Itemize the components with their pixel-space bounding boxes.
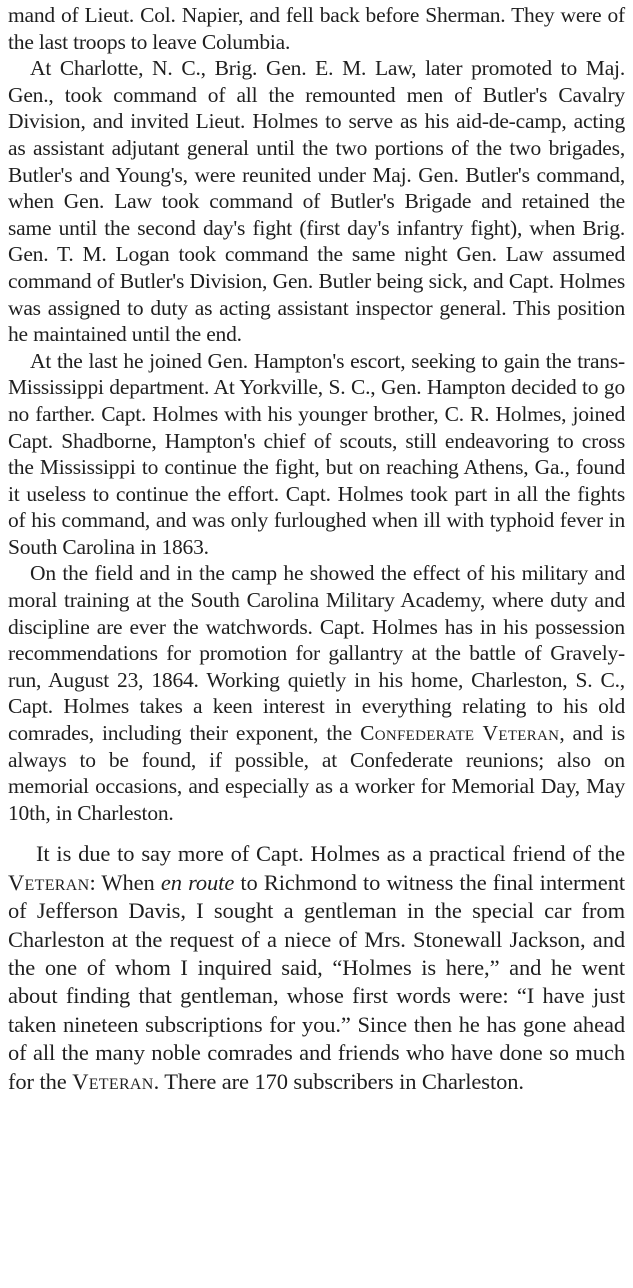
paragraph-editor-note [8, 840, 625, 1096]
text-column [8, 2, 625, 1096]
paragraph-text: , and is always to be found, if possible, at Confederate reunions; also on memorial occasions, and especially as a worker for Memorial Day, May 10th, in Charleston. [8, 721, 625, 825]
publication-name: Veteran [8, 869, 90, 895]
paragraph-military-training [8, 560, 625, 826]
paragraph-continuation [8, 2, 625, 55]
paragraph-text: : When [89, 869, 161, 895]
italic-phrase: en route [160, 869, 235, 895]
paragraph-text: to Richmond to witness the final interment of Jefferson Davis, I sought a gentleman in the special car from Charleston at the request of a niece of Mrs. Stonewall Jackson, and the one of whom I inquired said, “Holmes is here,” and he went about finding that gentleman, whose first words were: “I have just taken nineteen subscriptions for you.” Since then he has gone ahead of all the many noble comrades and friends who have done so much for the [8, 869, 625, 1094]
paragraph-text: It is due to say more of Capt. Holmes as a practical friend of the [36, 841, 625, 867]
paragraph-text: . There are 170 subscribers in Charleston. [153, 1068, 524, 1094]
paragraph-text: At Charlotte, N. C., Brig. Gen. E. M. Law, later promoted to Maj. Gen., took command of all the remounted men of Butler's Cavalry Division, and invited Lieut. Holmes to serve as his aid-de-camp, acting as assistant adjutant general until the two portions of the two brigades, Butler's and Young's, were reunited under Maj. Gen. Butler's command, when Gen. Law took command of Butler's Brigade and retained the same until the second day's fight (first day's infantry fight), when Brig. Gen. T. M. Logan took command the same night Gen. Law assumed command of Butler's Division, Gen. Butler being sick, and Capt. Holmes was assigned to duty as acting assistant inspector general. This position he maintained until the end. [8, 56, 625, 347]
paragraph-charlotte [8, 55, 625, 348]
publication-name: Confederate Veteran [360, 721, 560, 746]
paragraph-text: On the field and in the camp he showed the effect of his military and moral training at the South Carolina Military Academy, where duty and discipline are ever the watchwords. Capt. Holmes has in his possession recommendations for promotion for gallantry at the battle of Gravely-run, August 23, 1864. Working quietly in his home, Charleston, S. C., Capt. Holmes takes a keen interest in everything relating to his old comrades, including their exponent, the [8, 561, 625, 746]
paragraph-text: At the last he joined Gen. Hampton's escort, seeking to gain the trans-Mississippi department. At Yorkville, S. C., Gen. Hampton decided to go no farther. Capt. Holmes with his younger brother, C. R. Holmes, joined Capt. Shadborne, Hampton's chief of scouts, still endeavoring to cross the Mississippi to continue the fight, but on reaching Athens, Ga., found it useless to continue the effort. Capt. Holmes took part in all the fights of his command, and was only furloughed when ill with typhoid fever in South Carolina in 1863. [8, 348, 625, 559]
paragraph-hampton-escort [8, 348, 625, 561]
paragraph-text: mand of Lieut. Col. Napier, and fell back before Sherman. They were of the last troops to leave Columbia. [8, 3, 625, 54]
publication-name: Veteran [72, 1068, 154, 1094]
